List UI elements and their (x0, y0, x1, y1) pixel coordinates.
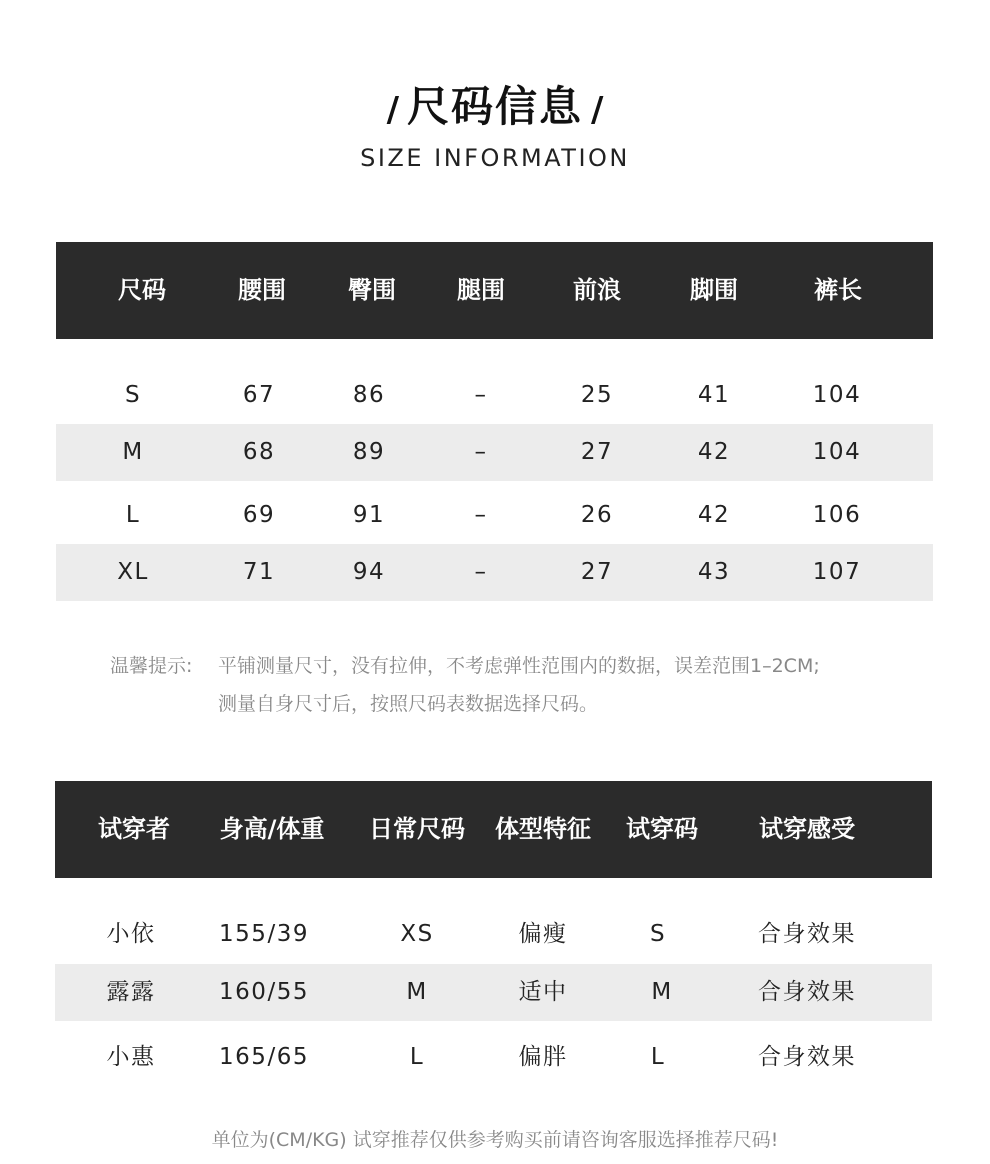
header-cell-height-weight: 身高/体重 (219, 815, 325, 843)
tryon-table (55, 781, 932, 1070)
table-cell: 42 (697, 439, 731, 465)
table-cell: 合身效果 (758, 921, 856, 947)
table-cell: 89 (352, 439, 386, 465)
footer-note: 单位为(CM/KG) 试穿推荐仅供参考购买前请咨询客服选择推荐尺码! (211, 1129, 779, 1151)
header-cell-rise: 前浪 (573, 276, 621, 304)
table-cell: 露露 (106, 979, 156, 1005)
table-cell: 偏瘦 (518, 921, 568, 947)
title-slash-left: / (386, 90, 399, 130)
table-cell: 合身效果 (758, 1044, 856, 1070)
header-cell-leg-opening: 脚围 (690, 276, 738, 304)
table-cell: 小惠 (106, 1044, 156, 1070)
table-cell: – (474, 382, 488, 408)
title-row (0, 72, 990, 136)
header-cell-feedback: 试穿感受 (759, 815, 855, 843)
table-cell: – (474, 439, 488, 465)
size-table (56, 242, 933, 585)
table-cell: 68 (242, 439, 276, 465)
header-cell-size: 尺码 (118, 276, 166, 304)
notes-line-2: 测量自身尺寸后，按照尺码表数据选择尺码。 (218, 693, 599, 715)
table-row (55, 1029, 932, 1086)
table-cell: 27 (580, 439, 614, 465)
table-cell: XS (400, 921, 434, 947)
header-cell-body-type: 体型特征 (495, 815, 591, 843)
table-cell: M (406, 979, 428, 1005)
table-cell: 26 (580, 502, 614, 528)
table-cell: 104 (812, 382, 862, 408)
table-cell: 106 (812, 502, 862, 528)
table-cell: M (122, 439, 144, 465)
table-row (56, 367, 933, 424)
table-row (55, 906, 932, 963)
header-cell-thigh: 腿围 (457, 276, 505, 304)
header-cell-daily-size: 日常尺码 (369, 815, 465, 843)
table-cell: 43 (697, 559, 731, 585)
table-cell: 69 (242, 502, 276, 528)
header-cell-hip: 臀围 (348, 276, 396, 304)
title-slash-right: / (591, 90, 604, 130)
section-title (0, 72, 990, 172)
table-row (55, 964, 932, 1021)
table-cell: 160/55 (219, 979, 309, 1005)
table-cell: M (651, 979, 673, 1005)
header-cell-tester: 试穿者 (98, 815, 170, 843)
table-cell: 165/65 (219, 1044, 309, 1070)
page-title: 尺码信息 (406, 82, 583, 131)
notes-label: 温馨提示: (110, 655, 193, 677)
page-subtitle: SIZE INFORMATION (360, 144, 630, 172)
table-cell: 155/39 (219, 921, 309, 947)
table-cell: S (124, 382, 142, 408)
table-cell: XL (117, 559, 149, 585)
table-cell: L (409, 1044, 425, 1070)
table-cell: 71 (242, 559, 276, 585)
table-cell: 25 (580, 382, 614, 408)
header-cell-waist: 腰围 (238, 276, 286, 304)
table-cell: 适中 (518, 979, 568, 1005)
table-cell: L (125, 502, 141, 528)
table-cell: S (649, 921, 667, 947)
table-cell: 偏胖 (518, 1044, 568, 1070)
table-cell: 42 (697, 502, 731, 528)
table-row (56, 487, 933, 544)
table-cell: 小依 (106, 921, 156, 947)
table-cell: L (650, 1044, 666, 1070)
table-cell: 94 (352, 559, 386, 585)
table-cell: 合身效果 (758, 979, 856, 1005)
size-table-header (56, 242, 933, 339)
table-row (56, 544, 933, 601)
table-cell: – (474, 559, 488, 585)
header-cell-tryon-size: 试穿码 (626, 815, 698, 843)
header-cell-length: 裤长 (814, 276, 862, 304)
notes-line-1: 平铺测量尺寸，没有拉伸，不考虑弹性范围内的数据，误差范围1–2CM; (218, 655, 820, 677)
table-cell: 86 (352, 382, 386, 408)
table-cell: 91 (352, 502, 386, 528)
table-cell: 27 (580, 559, 614, 585)
table-cell: 107 (812, 559, 862, 585)
table-cell: 67 (242, 382, 276, 408)
table-cell: – (474, 502, 488, 528)
table-row (56, 424, 933, 481)
tryon-table-header (55, 781, 932, 878)
table-cell: 104 (812, 439, 862, 465)
table-cell: 41 (697, 382, 731, 408)
